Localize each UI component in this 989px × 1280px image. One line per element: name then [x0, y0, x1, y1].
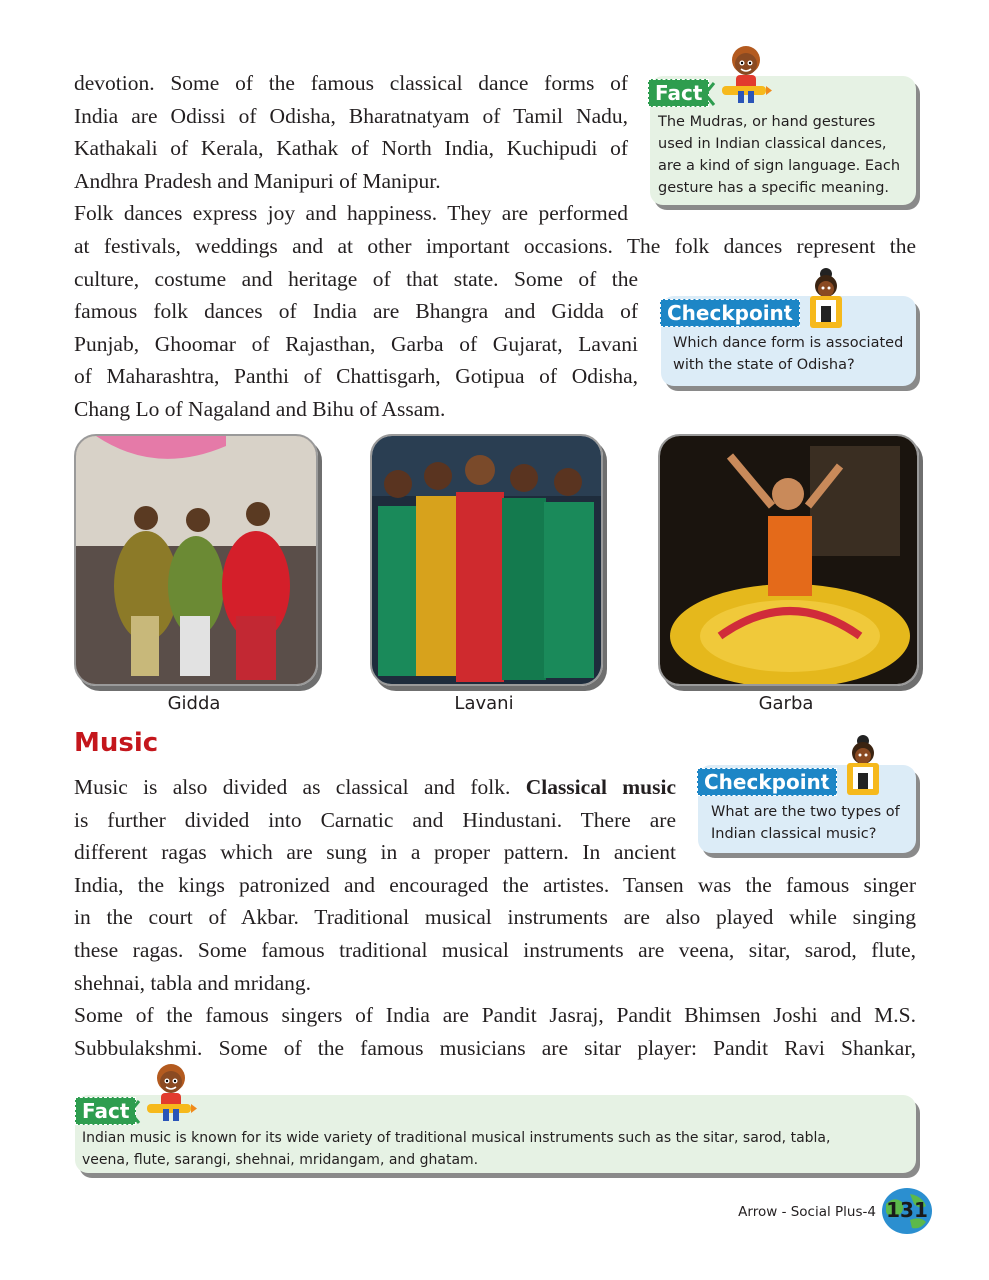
text-line: Andhra Pradesh and Manipuri of Manipur. — [74, 168, 441, 193]
boy-mascot-icon — [141, 1060, 197, 1124]
fact-text-line: are a kind of sign language. Each — [658, 158, 901, 174]
checkpoint-text-line: with the state of Odisha? — [673, 357, 855, 373]
checkpoint-tag: Checkpoint — [697, 768, 837, 796]
checkpoint-tag: Checkpoint — [660, 299, 800, 327]
photo-lavani — [370, 434, 603, 686]
photo-gidda — [74, 434, 318, 686]
page-number: 131 — [886, 1198, 928, 1222]
fact-tag: Fact — [648, 79, 709, 107]
text-line: famous folk dances of India are Bhangra and Gidda of — [74, 299, 638, 324]
tag-arrow-icon — [824, 770, 840, 796]
text-line: of Maharashtra, Panthi of Chattisgarh, Gotipua of Odisha, — [74, 364, 638, 389]
footer-book-title: Arrow - Social Plus-4 — [738, 1204, 876, 1220]
text-line: Some of the famous singers of India are Pandit Jasraj, Pandit Bhimsen Joshi and M.S. — [74, 1003, 916, 1028]
boy-mascot-icon — [716, 42, 772, 106]
text-line: is further divided into Carnatic and Hindustani. There are — [74, 807, 676, 832]
fact-text-line: used in Indian classical dances, — [658, 136, 887, 152]
text-line: culture, costume and heritage of that state. Some of the — [74, 266, 638, 291]
text-line: at festivals, weddings and at other important occasions. The folk dances represent the — [74, 233, 916, 258]
text-line: devotion. Some of the famous classical dance forms of — [74, 71, 628, 95]
bold-term: Classical music — [525, 775, 676, 799]
text-line: Folk dances express joy and happiness. They are performed — [74, 201, 628, 226]
fact-tag: Fact — [75, 1097, 136, 1125]
fact-text-line: gesture has a specific meaning. — [658, 180, 890, 196]
fact-text-line: The Mudras, or hand gestures — [658, 114, 876, 130]
caption-garba: Garba — [758, 693, 814, 714]
caption-lavani: Lavani — [454, 693, 514, 714]
text-line: Kathakali of Kerala, Kathak of North India, Kuchipudi of — [74, 136, 628, 161]
text-line: India, the kings patronized and encouraged the artistes. Tansen was the famous singer — [74, 872, 916, 897]
checkpoint-text-line: Indian classical music? — [711, 826, 877, 842]
tag-arrow-icon — [787, 301, 803, 327]
text-line: these ragas. Some famous traditional musical instruments are veena, sitar, sarod, flute, — [74, 937, 916, 962]
text-line: Punjab, Ghoomar of Rajasthan, Garba of Gujarat, Lavani — [74, 331, 638, 356]
checkpoint-text-line: Which dance form is associated — [673, 335, 904, 351]
checkpoint-text-line: What are the two types of — [711, 804, 900, 820]
fact-text-line: veena, flute, sarangi, shehnai, mridangam, and ghatam. — [82, 1152, 479, 1168]
section-heading-music: Music — [74, 728, 159, 758]
text-line: Chang Lo of Nagaland and Bihu of Assam. — [74, 396, 446, 421]
text-line: Subbulakshmi. Some of the famous musicians are sitar player: Pandit Ravi Shankar, — [74, 1035, 916, 1060]
text-line: India are Odissi of Odisha, Bharatnatyam of Tamil Nadu, — [74, 103, 628, 128]
text-line: Music is also divided as classical and folk. Classical music — [74, 775, 676, 799]
text-line: shehnai, tabla and mridang. — [74, 970, 312, 995]
text-line: different ragas which are sung in a proper pattern. In ancient — [74, 840, 676, 865]
photo-garba — [658, 434, 919, 686]
fact-text-line: Indian music is known for its wide variety of traditional musical instruments such as the sitar, sarod, tabla, — [82, 1130, 831, 1146]
girl-mascot-icon — [843, 733, 883, 797]
girl-mascot-icon — [806, 266, 846, 330]
caption-gidda: Gidda — [167, 693, 221, 714]
text-line: in the court of Akbar. Traditional musical instruments are also played while singing — [74, 905, 916, 930]
